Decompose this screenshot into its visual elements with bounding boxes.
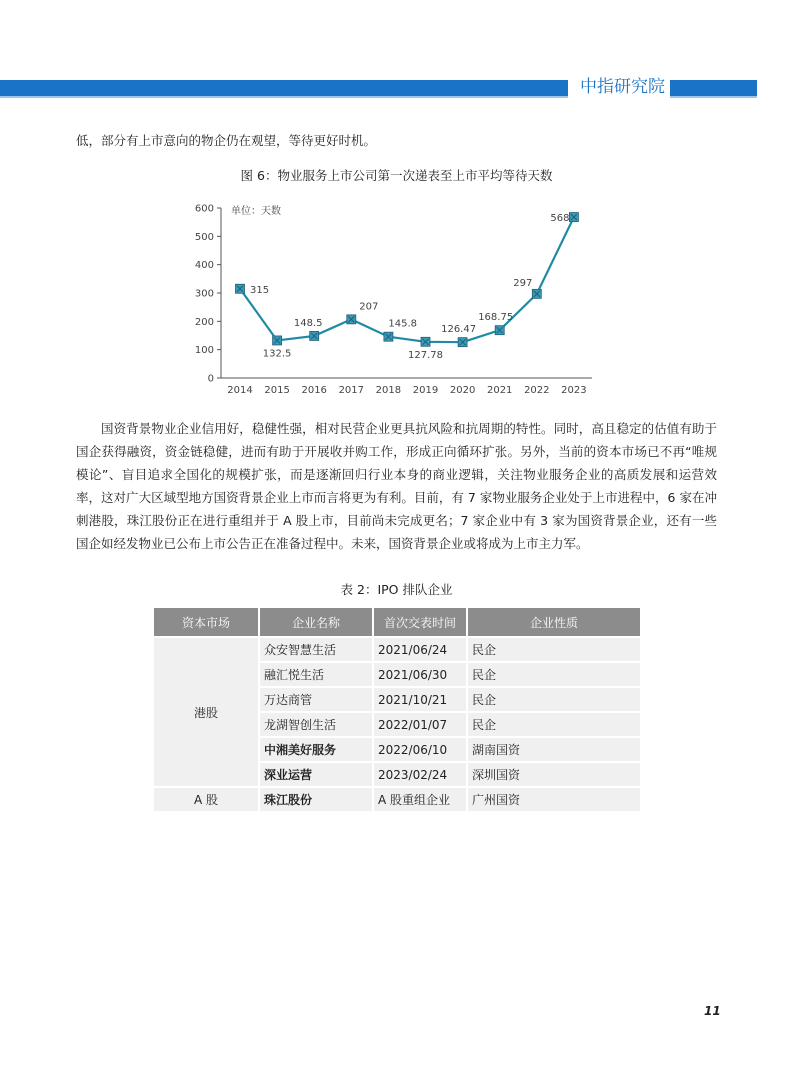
y-tick-label: 200 <box>194 316 214 328</box>
data-label: 168.75 <box>478 312 514 324</box>
nature-cell: 民企 <box>467 712 641 737</box>
header-date: 首次交表时间 <box>373 607 467 637</box>
y-tick-label: 500 <box>194 231 214 243</box>
date-cell: 2023/02/24 <box>373 762 467 787</box>
y-tick-label: 300 <box>194 288 214 300</box>
table-header-row <box>153 607 641 637</box>
market-cell: 港股 <box>153 637 259 787</box>
data-label: 127.78 <box>408 349 443 361</box>
header-bar-right <box>670 80 757 96</box>
y-tick-label: 100 <box>194 345 214 357</box>
data-label: 148.5 <box>293 317 323 329</box>
x-tick-label: 2021 <box>486 385 513 396</box>
ipo-table <box>152 606 642 813</box>
company-cell: 中湘美好服务 <box>259 737 373 762</box>
page-header <box>0 74 793 100</box>
y-tick-label: 0 <box>207 373 214 385</box>
data-label: 145.8 <box>388 318 418 330</box>
nature-cell: 民企 <box>467 687 641 712</box>
page-number: 11 <box>704 1004 721 1018</box>
table-row <box>153 787 641 812</box>
data-label: 132.5 <box>262 348 292 360</box>
figure-caption: 图 6：物业服务上市公司第一次递表至上市平均等待天数 <box>240 168 553 183</box>
body-paragraph: 国资背景物业企业信用好，稳健性强，相对民营企业更具抗风险和抗周期的特性。同时，高且稳定的估值有助于国企获得融资，资金链稳健，进而有助于开展收并购工作，形成正向循环扩张。另外，当前的资本市场已不再“唯规模论”、盲目追求全国化的规模扩张，而是逐渐回归行业本身的商业逻辑，关注物业服务企业的高质发展和运营效率，这对广大区域型地方国资背景企业上市而言将更为有利。目前，有 7 家物业服务企业处于上市进程中，6 家在冲刺港股，珠江股份正在进行重组并于 A 股上市，目前尚未完成更名；7 家企业中有 3 家为国资背景企业，还有一些国企如经发物业已公布上市公告正在准备过程中。未来，国资背景企业或将成为上市主力军。 <box>76 421 717 551</box>
header-bar <box>0 80 568 96</box>
company-cell: 深业运营 <box>259 762 373 787</box>
date-cell: 2022/01/07 <box>373 712 467 737</box>
header-title: 中指研究院 <box>580 77 665 97</box>
header-bar-right-underline <box>670 96 757 98</box>
x-tick-label: 2016 <box>301 385 327 396</box>
header-nature: 企业性质 <box>467 607 641 637</box>
data-label: 126.47 <box>441 324 477 336</box>
company-cell: 万达商管 <box>259 687 373 712</box>
company-cell: 龙湖智创生活 <box>259 712 373 737</box>
header-company: 企业名称 <box>259 607 373 637</box>
nature-cell: 民企 <box>467 662 641 687</box>
date-cell: 2021/10/21 <box>373 687 467 712</box>
nature-cell: 广州国资 <box>467 787 641 812</box>
market-cell: A 股 <box>153 787 259 812</box>
line-chart <box>190 196 600 396</box>
nature-cell: 深圳国资 <box>467 762 641 787</box>
data-label: 297 <box>513 277 533 289</box>
x-tick-label: 2015 <box>264 385 290 396</box>
table-row <box>153 637 641 662</box>
x-tick-label: 2023 <box>561 385 587 396</box>
table-caption: 表 2：IPO 排队企业 <box>340 582 453 597</box>
data-label: 315 <box>250 284 270 296</box>
unit-label: 单位：天数 <box>231 206 281 217</box>
x-tick-label: 2022 <box>524 385 550 396</box>
date-cell: 2022/06/10 <box>373 737 467 762</box>
company-cell: 众安智慧生活 <box>259 637 373 662</box>
nature-cell: 民企 <box>467 637 641 662</box>
intro-paragraph: 低，部分有上市意向的物企仍在观望，等待更好时机。 <box>76 133 377 148</box>
date-cell: 2021/06/30 <box>373 662 467 687</box>
data-label: 207 <box>359 301 379 313</box>
x-tick-label: 2014 <box>227 385 253 396</box>
date-cell: 2021/06/24 <box>373 637 467 662</box>
header-market: 资本市场 <box>153 607 259 637</box>
header-bar-underline <box>0 96 568 98</box>
x-tick-label: 2017 <box>338 385 365 396</box>
y-tick-label: 600 <box>194 203 214 215</box>
x-tick-label: 2019 <box>412 385 439 396</box>
company-cell: 珠江股份 <box>259 787 373 812</box>
nature-cell: 湖南国资 <box>467 737 641 762</box>
x-tick-label: 2018 <box>375 385 402 396</box>
y-tick-label: 400 <box>194 260 214 272</box>
company-cell: 融汇悦生活 <box>259 662 373 687</box>
data-label: 568 <box>550 213 570 225</box>
x-tick-label: 2020 <box>449 385 476 396</box>
date-cell: A 股重组企业 <box>373 787 467 812</box>
